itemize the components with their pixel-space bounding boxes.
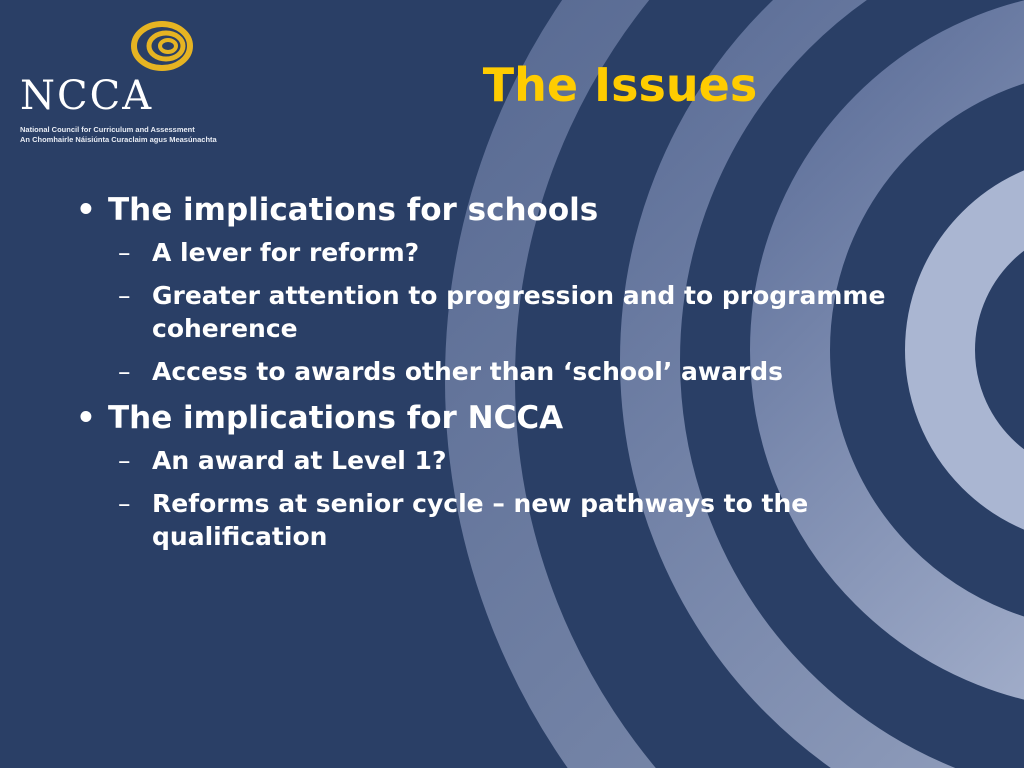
sub-bullet-text: Reforms at senior cycle – new pathways to the qualification bbox=[152, 489, 809, 551]
bullet-dot-icon: • bbox=[76, 400, 96, 436]
sub-bullet-item bbox=[76, 444, 956, 477]
dash-icon: – bbox=[118, 489, 131, 518]
logo-name: NCCA bbox=[20, 73, 154, 119]
ncca-swirl-icon bbox=[128, 16, 198, 76]
dash-icon: – bbox=[118, 281, 131, 310]
slide-title: The Issues bbox=[482, 58, 758, 112]
dash-icon: – bbox=[118, 238, 131, 267]
logo-subtitle-en: National Council for Curriculum and Assessment bbox=[20, 125, 195, 134]
sub-bullet-item bbox=[76, 355, 956, 388]
bullet-item bbox=[76, 398, 956, 438]
sub-bullet-text: An award at Level 1? bbox=[152, 446, 447, 475]
logo-subtitle-ga: An Chomhairle Náisiúnta Curaclaim agus Measúnachta bbox=[20, 135, 217, 144]
sub-bullet-item bbox=[76, 487, 956, 553]
sub-bullet-text: Greater attention to progression and to programme coherence bbox=[152, 281, 886, 343]
bullet-list bbox=[76, 190, 956, 563]
dash-icon: – bbox=[118, 357, 131, 386]
dash-icon: – bbox=[118, 446, 131, 475]
sub-bullet-text: Access to awards other than ‘school’ awards bbox=[152, 357, 783, 386]
sub-bullet-item bbox=[76, 236, 956, 269]
bullet-text: The implications for NCCA bbox=[108, 400, 564, 436]
bullet-dot-icon: • bbox=[76, 192, 96, 228]
bullet-text: The implications for schools bbox=[108, 192, 599, 228]
logo-subtitle bbox=[20, 125, 220, 145]
sub-bullet-text: A lever for reform? bbox=[152, 238, 420, 267]
bullet-item bbox=[76, 190, 956, 230]
sub-bullet-item bbox=[76, 279, 956, 345]
